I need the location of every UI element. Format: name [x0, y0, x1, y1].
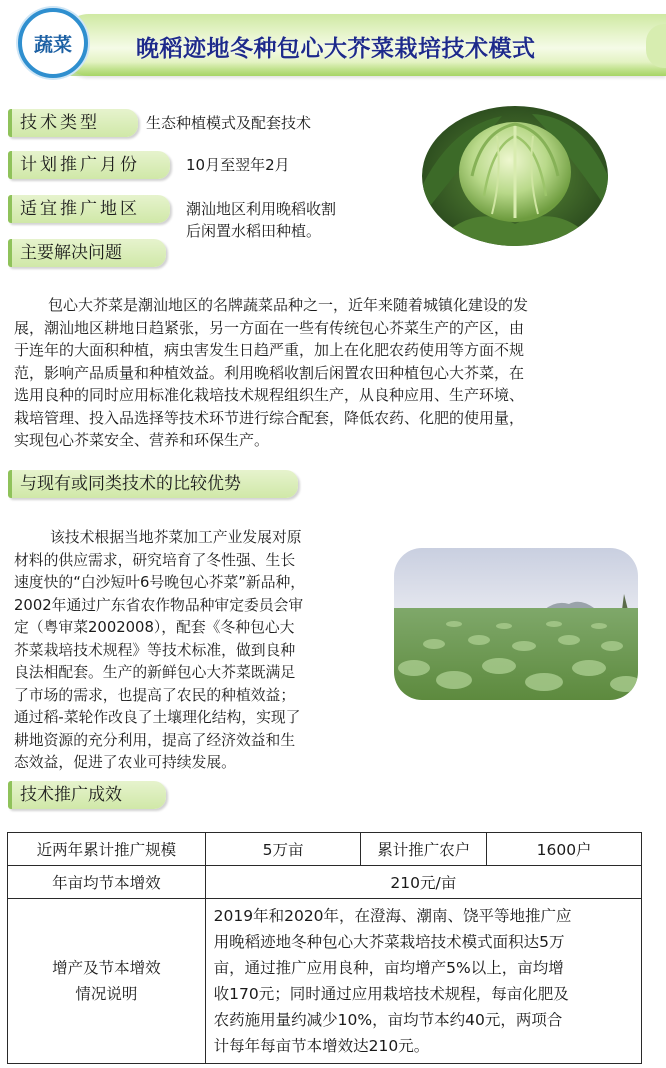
promo-region-label: 适宜推广地区	[8, 195, 170, 223]
paragraph-line: 材料的供应需求，研究培育了冬性强、生长	[14, 551, 296, 569]
paragraph-line: 良法相配套。生产的新鲜包心大芥菜既满足	[14, 664, 296, 681]
tech-type-label: 技术类型	[8, 109, 138, 137]
table-row	[8, 866, 642, 899]
category-badge	[18, 8, 88, 78]
paragraph-line: 实现包心芥菜安全、营养和环保生产。	[14, 431, 270, 449]
advantage-paragraph	[14, 527, 384, 775]
table-cell: 年亩均节本增效	[8, 866, 206, 899]
cell-line: 用晚稻迹地冬种包心大芥菜栽培技术模式面积达5万	[213, 933, 565, 951]
table-cell	[8, 899, 206, 1064]
header-banner	[18, 8, 666, 80]
paragraph-line: 展，潮汕地区耕地日趋紧张，另一方面在一些有传统包心芥菜生产的产区，由	[14, 318, 525, 337]
paragraph-line: 通过稻-菜轮作改良了土壤理化结构，实现了	[14, 709, 301, 726]
paragraph-line: 速度快的“白沙短叶6号晚包心芥菜”新品种，	[14, 574, 306, 591]
paragraph-line: 2002年通过广东省农作物品种审定委员会审	[14, 596, 304, 614]
problem-heading: 主要解决问题	[8, 239, 166, 267]
paragraph-line: 栽培管理、投入品选择等技术环节进行综合配套，降低农药、化肥的使用量，	[14, 408, 525, 427]
paragraph-line: 选用良种的同时应用标准化栽培技术规程组织生产，从良种应用、生产环境、	[14, 386, 525, 404]
promo-region-line: 后闲置水稻田种植。	[186, 222, 322, 240]
category-badge-label: 蔬菜	[33, 34, 72, 56]
table-cell: 210元/亩	[205, 866, 641, 899]
paragraph-line: 耕地资源的充分利用，提高了经济效益和生	[14, 731, 296, 749]
promo-region-line: 潮汕地区利用晚稻收割	[186, 200, 337, 218]
cabbage-head-photo	[422, 106, 608, 246]
paragraph-line: 态效益，促进了农业可持续发展。	[14, 754, 236, 771]
promo-month-label: 计划推广月份	[8, 151, 170, 179]
page-title: 晚稻迹地冬种包心大芥菜栽培技术模式	[136, 36, 536, 62]
cabbage-field-photo	[394, 548, 638, 700]
cell-line: 2019年和2020年，在澄海、潮南、饶平等地推广应	[213, 907, 572, 925]
paragraph-line: 于连年的大面积种植，病虫害发生日趋严重，加上在化肥农药使用等方面不规	[14, 341, 525, 359]
paragraph-line: 包心大芥菜是潮汕地区的名牌蔬菜品种之一，近年来随着城镇化建设的发	[48, 296, 529, 314]
cell-line: 农药施用量约减少10%，亩均节本约40元，两项合	[213, 1011, 563, 1029]
results-heading: 技术推广成效	[8, 781, 166, 809]
table-cell: 累计推广农户	[361, 833, 487, 866]
paragraph-line: 了市场的需求，也提高了农民的种植效益；	[14, 686, 296, 704]
cell-line: 亩，通过推广应用良种，亩均增产5%以上，亩均增	[213, 959, 564, 977]
paragraph-line: 芥菜栽培技术规程》等技术标准，做到良种	[14, 641, 296, 659]
table-cell	[205, 899, 641, 1064]
promo-region-value	[186, 198, 336, 242]
table-row	[8, 833, 642, 866]
table-row	[8, 899, 642, 1064]
paragraph-line: 范，影响产品质量和种植效益。利用晚稻收割后闲置农田种植包心大芥菜，在	[14, 363, 525, 382]
problem-paragraph	[14, 294, 636, 452]
tech-type-value: 生态种植模式及配套技术	[146, 114, 312, 132]
cell-line: 增产及节本增效	[52, 959, 161, 977]
table-cell: 1600户	[487, 833, 642, 866]
table-cell: 5万亩	[205, 833, 361, 866]
cell-line: 收170元；同时通过应用栽培技术规程，每亩化肥及	[213, 985, 569, 1003]
results-table	[7, 832, 642, 1064]
cell-line: 情况说明	[75, 985, 138, 1003]
promo-month-value: 10月至翌年2月	[186, 156, 290, 174]
advantage-heading: 与现有或同类技术的比较优势	[8, 470, 298, 498]
paragraph-line: 该技术根据当地芥菜加工产业发展对原	[50, 529, 302, 546]
cell-line: 计每年每亩节本增效达210元。	[213, 1037, 430, 1055]
paragraph-line: 定（粤审菜2002008），配套《冬种包心大	[14, 619, 295, 636]
table-cell: 近两年累计推广规模	[8, 833, 206, 866]
